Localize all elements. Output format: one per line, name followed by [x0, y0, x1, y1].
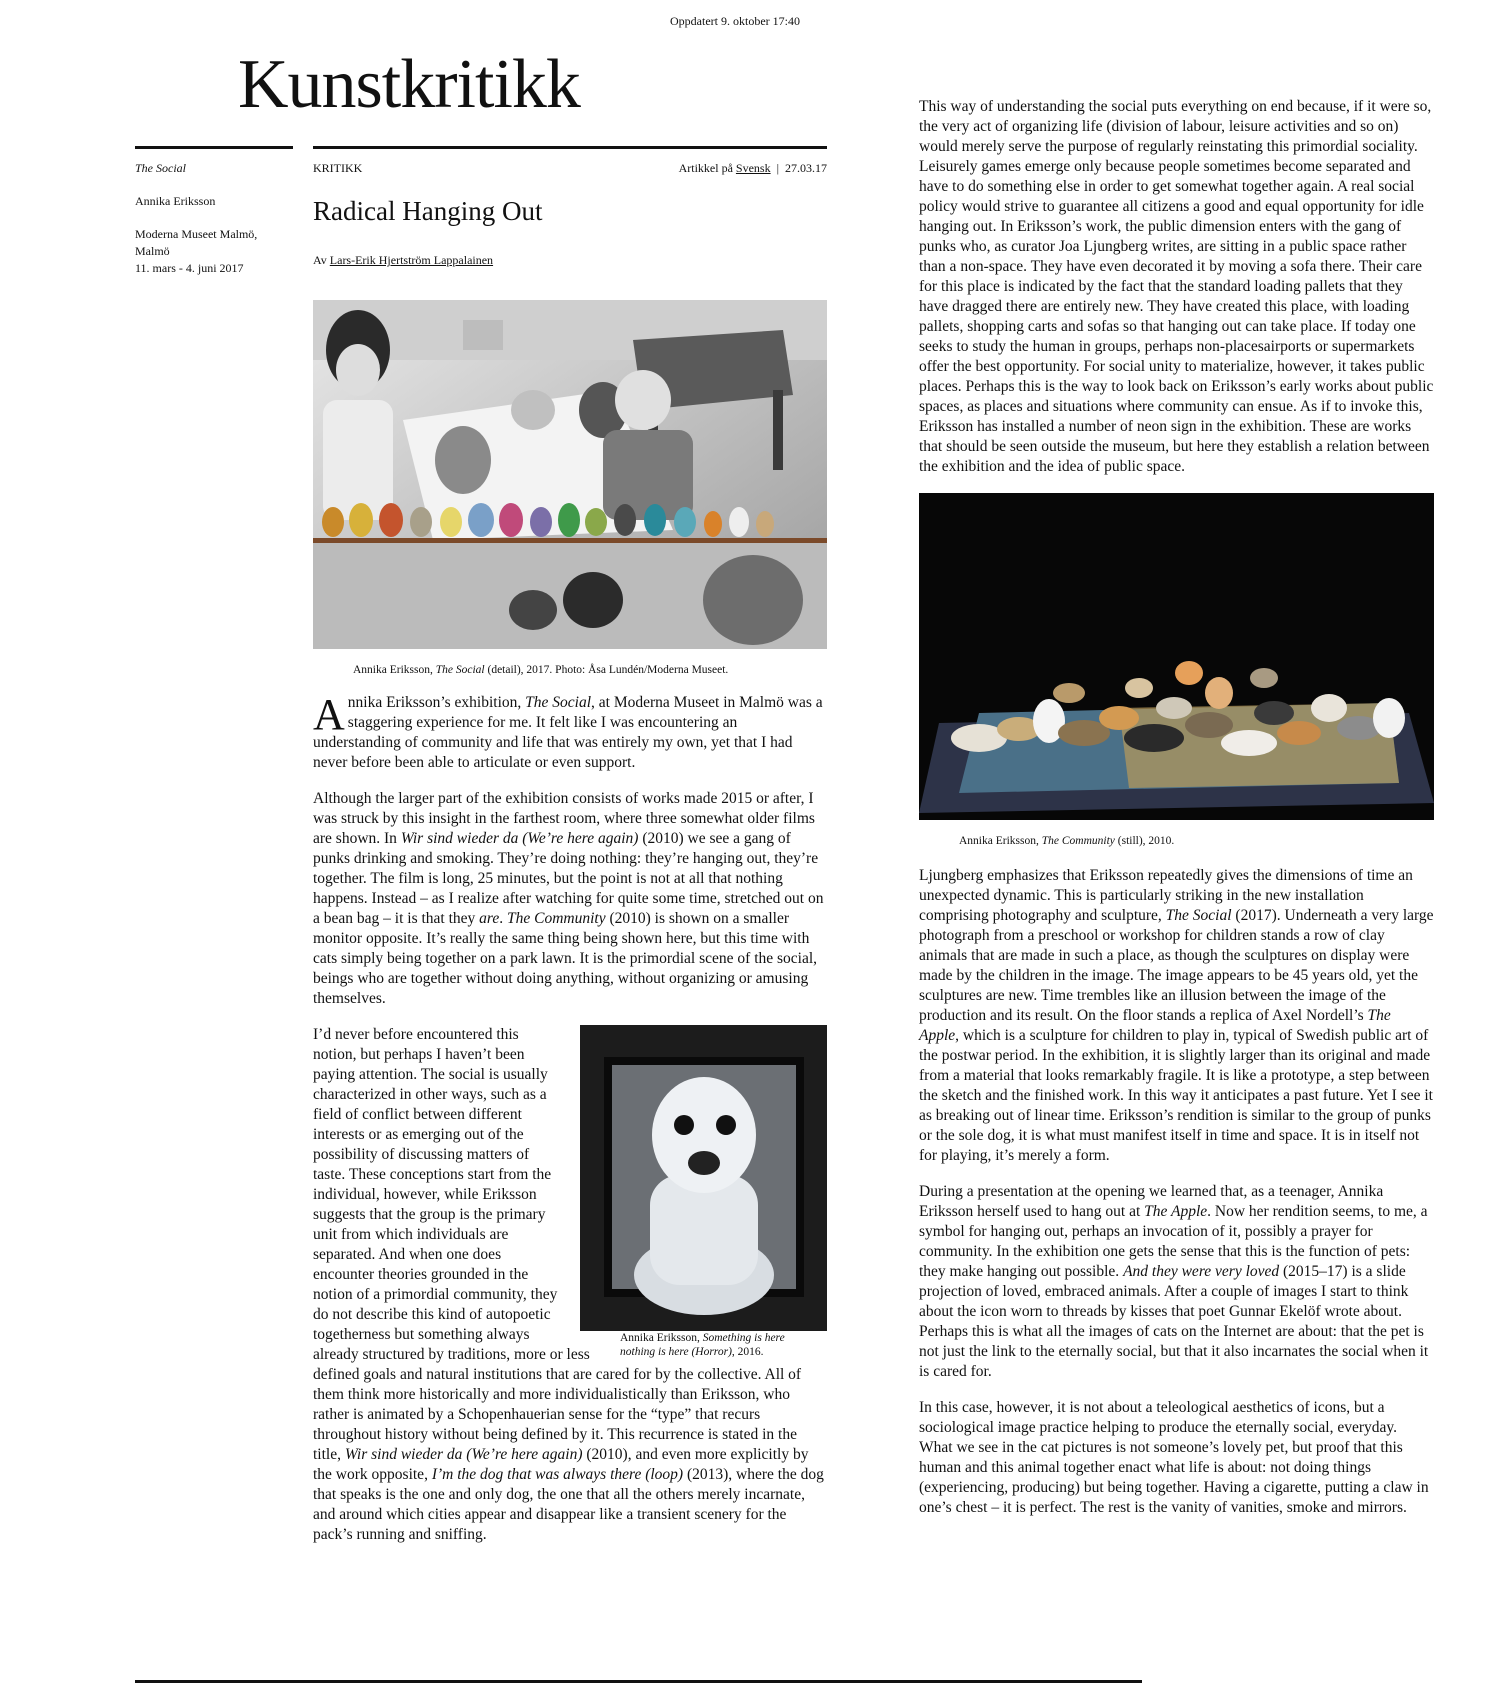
updated-timestamp: Oppdatert 9. oktober 17:40: [670, 14, 800, 28]
p2-italic-1: Wir sind wieder da (We’re here again): [400, 830, 639, 847]
paragraph-5: [919, 866, 1434, 1166]
article-body-right: [919, 97, 1434, 1534]
cats-caption-suffix: (still), 2010.: [1117, 835, 1175, 847]
r3-text-a: During a presentation at the opening we learned that, as a teenager, Annika Eriksson herself used to hang out at: [919, 1183, 1384, 1220]
exhibition-info: [135, 160, 285, 293]
author-link[interactable]: Lars-Erik Hjertström Lappalainen: [329, 253, 494, 267]
article-date: 27.03.17: [785, 161, 827, 175]
p2-italic-2: are: [479, 910, 500, 927]
exhibition-title[interactable]: The Social: [135, 161, 186, 175]
ghost-caption-title: Something is here nothing is here (Horror): [620, 1332, 785, 1358]
ghost-image: [580, 1025, 827, 1331]
ghost-caption-suffix: , 2016.: [731, 1346, 764, 1358]
ghost-caption-prefix: Annika Eriksson,: [620, 1332, 700, 1344]
byline: [313, 253, 493, 268]
p1-text-b: , at Moderna Museet in Malmö was a staggering experience for me. It felt like I was encountering an understanding of community and life that was entirely my own, yet that I had never before been able to articulate or even support.: [313, 694, 823, 771]
p2-italic-3: The Community: [507, 910, 606, 927]
p3-text-c: (2013), where the dog that speaks is the one and only dog, the one that all the others merely incarnate, and around which cities appear and disappear like a transient scenery for the pack’s running and sniffing.: [313, 1466, 824, 1543]
caption-suffix: (detail), 2017. Photo: Åsa Lundén/Moderna Museet.: [487, 664, 729, 676]
language-link[interactable]: Svensk: [735, 161, 771, 175]
drop-cap: A: [313, 690, 345, 739]
venue-line1[interactable]: Moderna Museet Malmö,: [135, 227, 258, 241]
r3-italic-1: The Apple: [1144, 1203, 1208, 1220]
exhibition-artist[interactable]: Annika Eriksson: [135, 194, 216, 208]
cats-image: [919, 493, 1434, 820]
p3-italic-1: Wir sind wieder da (We’re here again): [344, 1446, 583, 1463]
the-social-photo: [313, 300, 827, 649]
meta-separator: |: [776, 161, 779, 175]
r2-text-b: (2017). Underneath a very large photograph from a preschool or workshop for children stands a row of clay animals that are made in such a place, as though the sculptures on display were made by the children in the image. The image appears to be 45 years old, yet the sculptures are new. Time trembles like an illusion between the image of the production and its result. On the floor stands a replica of Axel Nordell’s: [919, 907, 1434, 1024]
ghost-image-caption: [620, 1331, 820, 1359]
article-body-left: [313, 690, 827, 1561]
sidebar-rule: [135, 146, 293, 149]
caption-prefix: Annika Eriksson,: [353, 664, 433, 676]
p3-italic-2: I’m the dog that was always there (loop): [431, 1466, 684, 1483]
the-community-still: [919, 493, 1434, 820]
p1-text-a: nnika Eriksson’s exhibition,: [347, 694, 522, 711]
meta-prefix: Artikkel på: [678, 161, 733, 175]
p2-text-d: (2010) is shown on a smaller monitor opposite. It’s really the same thing being shown here, but this time with cats simply being together on a park lawn. It is the primordial scene of the social, beings who are together without doing anything, without organizing or amusing themselves.: [313, 910, 818, 1007]
article-meta: [560, 161, 827, 176]
p1-italic-1: The Social: [525, 694, 592, 711]
r2-text-a: Ljungberg emphasizes that Eriksson repeatedly gives the dimensions of time an unexpected dynamic. This is particularly striking in the new installation comprising photography and sculpture,: [919, 867, 1413, 924]
caption-title: The Social: [435, 664, 485, 676]
p2-text-b: (2010) we see a gang of punks drinking and smoking. They’re doing nothing: they’re hanging out, they’re together. The film is long, 25 minutes, but the point is not at all that nothing happens. Instead – as I realize after watching for quite some time, stretched out on a bean bag – it is that they: [313, 830, 824, 927]
cats-caption-prefix: Annika Eriksson,: [959, 835, 1039, 847]
article-category[interactable]: KRITIKK: [313, 161, 363, 175]
paragraph-1: [313, 690, 827, 773]
r2-italic-1: The Social: [1165, 907, 1232, 924]
article-rule: [313, 146, 827, 149]
byline-prefix: Av: [313, 253, 327, 267]
paragraph-2: [313, 789, 827, 1009]
paragraph-4: This way of understanding the social puts everything on end because, if it were so, the very act of organizing life (division of labour, leisure activities and so on) would merely serve the purpose of regularly reinstating this primordial sociality. Leisurely games emerge only because people sometimes become separated and have to do something else in order to get somewhat together again. A real social policy would strive to guarantee all citizens a good and equal opportunity for idle hanging out. In Eriksson’s work, the public dimension enters with the gang of punks who, as curator Joa Ljungberg writes, are sitting in a public space rather than a non-space. They have even decorated it by moving a sofa there. Their care for this place is indicated by the fact that the standard loading pallets that they have dragged there are entirely new. They have created this place, with loading pallets, shopping carts and sofas so that hanging out can take place. If today one seeks to study the human in groups, perhaps non-placesairports or supermarkets offer the best opportunity. For social unity to materialize, however, it takes public places. Perhaps this is the way to look back on Eriksson’s early works about public spaces, as places and situations where community can ensue. As if to invoke this, Eriksson has installed a number of neon sign in the exhibition. These are works that should be seen outside the museum, but here they establish a relation between the exhibition and the idea of public space.: [919, 98, 1434, 475]
article-title: Radical Hanging Out: [313, 196, 543, 226]
cats-image-caption: [959, 834, 1434, 848]
p2-text-c: .: [499, 910, 504, 927]
p3-text-b: (2010), and even more explicitly by the work opposite,: [313, 1446, 809, 1483]
cats-caption-title: The Community: [1041, 835, 1115, 847]
r2-text-c: , which is a sculpture for children to play in, typical of Swedish public art of the postwar period. In the exhibition, it is slightly larger than its original and made from a material that looks remarkably fragile. It is like a prototype, a step between the sketch and the finished work. In this way it anticipates a past future. Yet I see it as breaking out of linear time. Eriksson’s rendition is similar to the group of punks or the sole dog, it is what must manifest itself in time and space. It is in itself not for playing, it’s merely a form.: [919, 1027, 1433, 1164]
something-is-here-photo: [580, 1025, 827, 1331]
paragraph-6: [919, 1182, 1434, 1382]
p3-text-a: I’d never before encountered this notion, but perhaps I haven’t been paying attention. The social is usually characterized in other ways, such as a field of conflict between different interests or as emerging out of the possibility of discussing matters of taste. These conceptions start from the individual, however, while Eriksson suggests that the group is the primary unit from which individuals are separated. And when one does encounter theories grounded in the notion of a primordial community, they do not describe this kind of autopoetic togetherness but something always already structured by traditions, more or less defined goals and natural institutions that are cared for by the collective. All of them think more historically and more individualistically than Eriksson, who rather is animated by a Schopenhauerian sense for the “type” that recurs throughout history without being defined by it. This recurrence is stated in the title,: [313, 1026, 802, 1463]
site-logo[interactable]: Kunstkritikk: [238, 46, 580, 123]
p2-text-a: Although the larger part of the exhibition consists of works made 2015 or after, I was struck by this insight in the farthest room, where three somewhat older films are shown. In: [313, 790, 815, 847]
r3-text-b: . Now her rendition seems, to me, a symbol for hanging out, perhaps an invocation of it, possibly a prayer for community. In the exhibition one gets the sense that this is the function of pets: they make hanging out possible.: [919, 1203, 1428, 1280]
exhibition-dates: 11. mars - 4. juni 2017: [135, 261, 244, 275]
footer-rule: [135, 1680, 1142, 1683]
main-image: [313, 300, 827, 649]
r3-italic-2: And they were very loved: [1123, 1263, 1280, 1280]
paragraph-7: In this case, however, it is not about a teleological aesthetics of icons, but a sociological image practice helping to produce the eternally social, everyday. What we see in the cat pictures is not someone’s lovely pet, but proof that this human and this animal together enact what life is about: not doing things (experiencing, producing) but being together. Having a cigarette, putting a claw in one’s chest – it is perfect. The rest is the vanity of vanities, smoke and mirrors.: [919, 1399, 1429, 1516]
exhibition-venue: [135, 226, 285, 277]
r3-text-c: (2015–17) is a slide projection of loved, embraced animals. After a couple of images I start to think about the icon worn to threads by kisses that poet Gunnar Ekelöf wrote about. Perhaps this is what all the images of cats on the Internet are about: that the pet is not just the link to the eternally social, but that it also incarnates the social when it is cared for.: [919, 1263, 1429, 1380]
main-image-caption: [353, 663, 823, 677]
r2-italic-2: The Apple: [919, 1007, 1391, 1044]
venue-line2: Malmö: [135, 244, 170, 258]
